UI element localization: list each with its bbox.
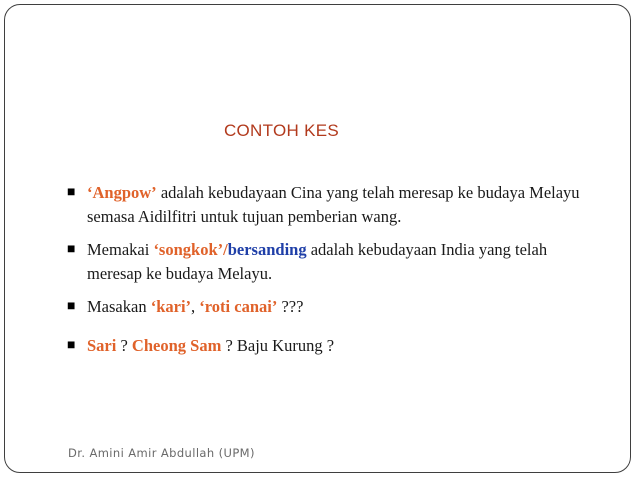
square-bullet-icon: ■: [67, 338, 76, 353]
bullet-item-masakan: [67, 295, 597, 319]
slide-frame: [4, 4, 631, 473]
highlight-term: Sari: [87, 336, 117, 355]
highlight-term: Cheong Sam: [131, 336, 222, 355]
bullet-item-sari: [67, 334, 597, 358]
highlight-term: ‘kari’: [150, 297, 192, 316]
bullet-text: adalah kebudayaan India yang telah meresap ke budaya Melayu.: [87, 240, 548, 283]
slide-title: CONTOH KES: [223, 121, 340, 140]
bullet-list: [67, 181, 597, 358]
square-bullet-icon: ■: [67, 185, 76, 200]
square-bullet-icon: ■: [67, 242, 76, 257]
highlight-term-blue: bersanding: [227, 240, 307, 259]
bullet-text: Memakai: [87, 240, 154, 259]
slide-footer: Dr. Amini Amir Abdullah (UPM): [68, 446, 255, 460]
highlight-term: ‘Angpow’: [87, 183, 157, 202]
bullet-text: Masakan: [87, 297, 151, 316]
bullet-text: ?: [116, 336, 132, 355]
highlight-term: ‘songkok’/: [153, 240, 228, 259]
bullet-text: ???: [277, 297, 304, 316]
square-bullet-icon: ■: [67, 299, 76, 314]
bullet-text: ,: [191, 297, 200, 316]
bullet-text: ? Baju Kurung ?: [221, 336, 335, 355]
highlight-term: ‘roti canai’: [199, 297, 278, 316]
bullet-text: adalah kebudayaan Cina yang telah meresap ke budaya Melayu semasa Aidilfitri untuk tujuan pemberian wang.: [87, 183, 580, 226]
bullet-item-angpow: [67, 181, 597, 229]
bullet-item-songkok: [67, 238, 597, 286]
